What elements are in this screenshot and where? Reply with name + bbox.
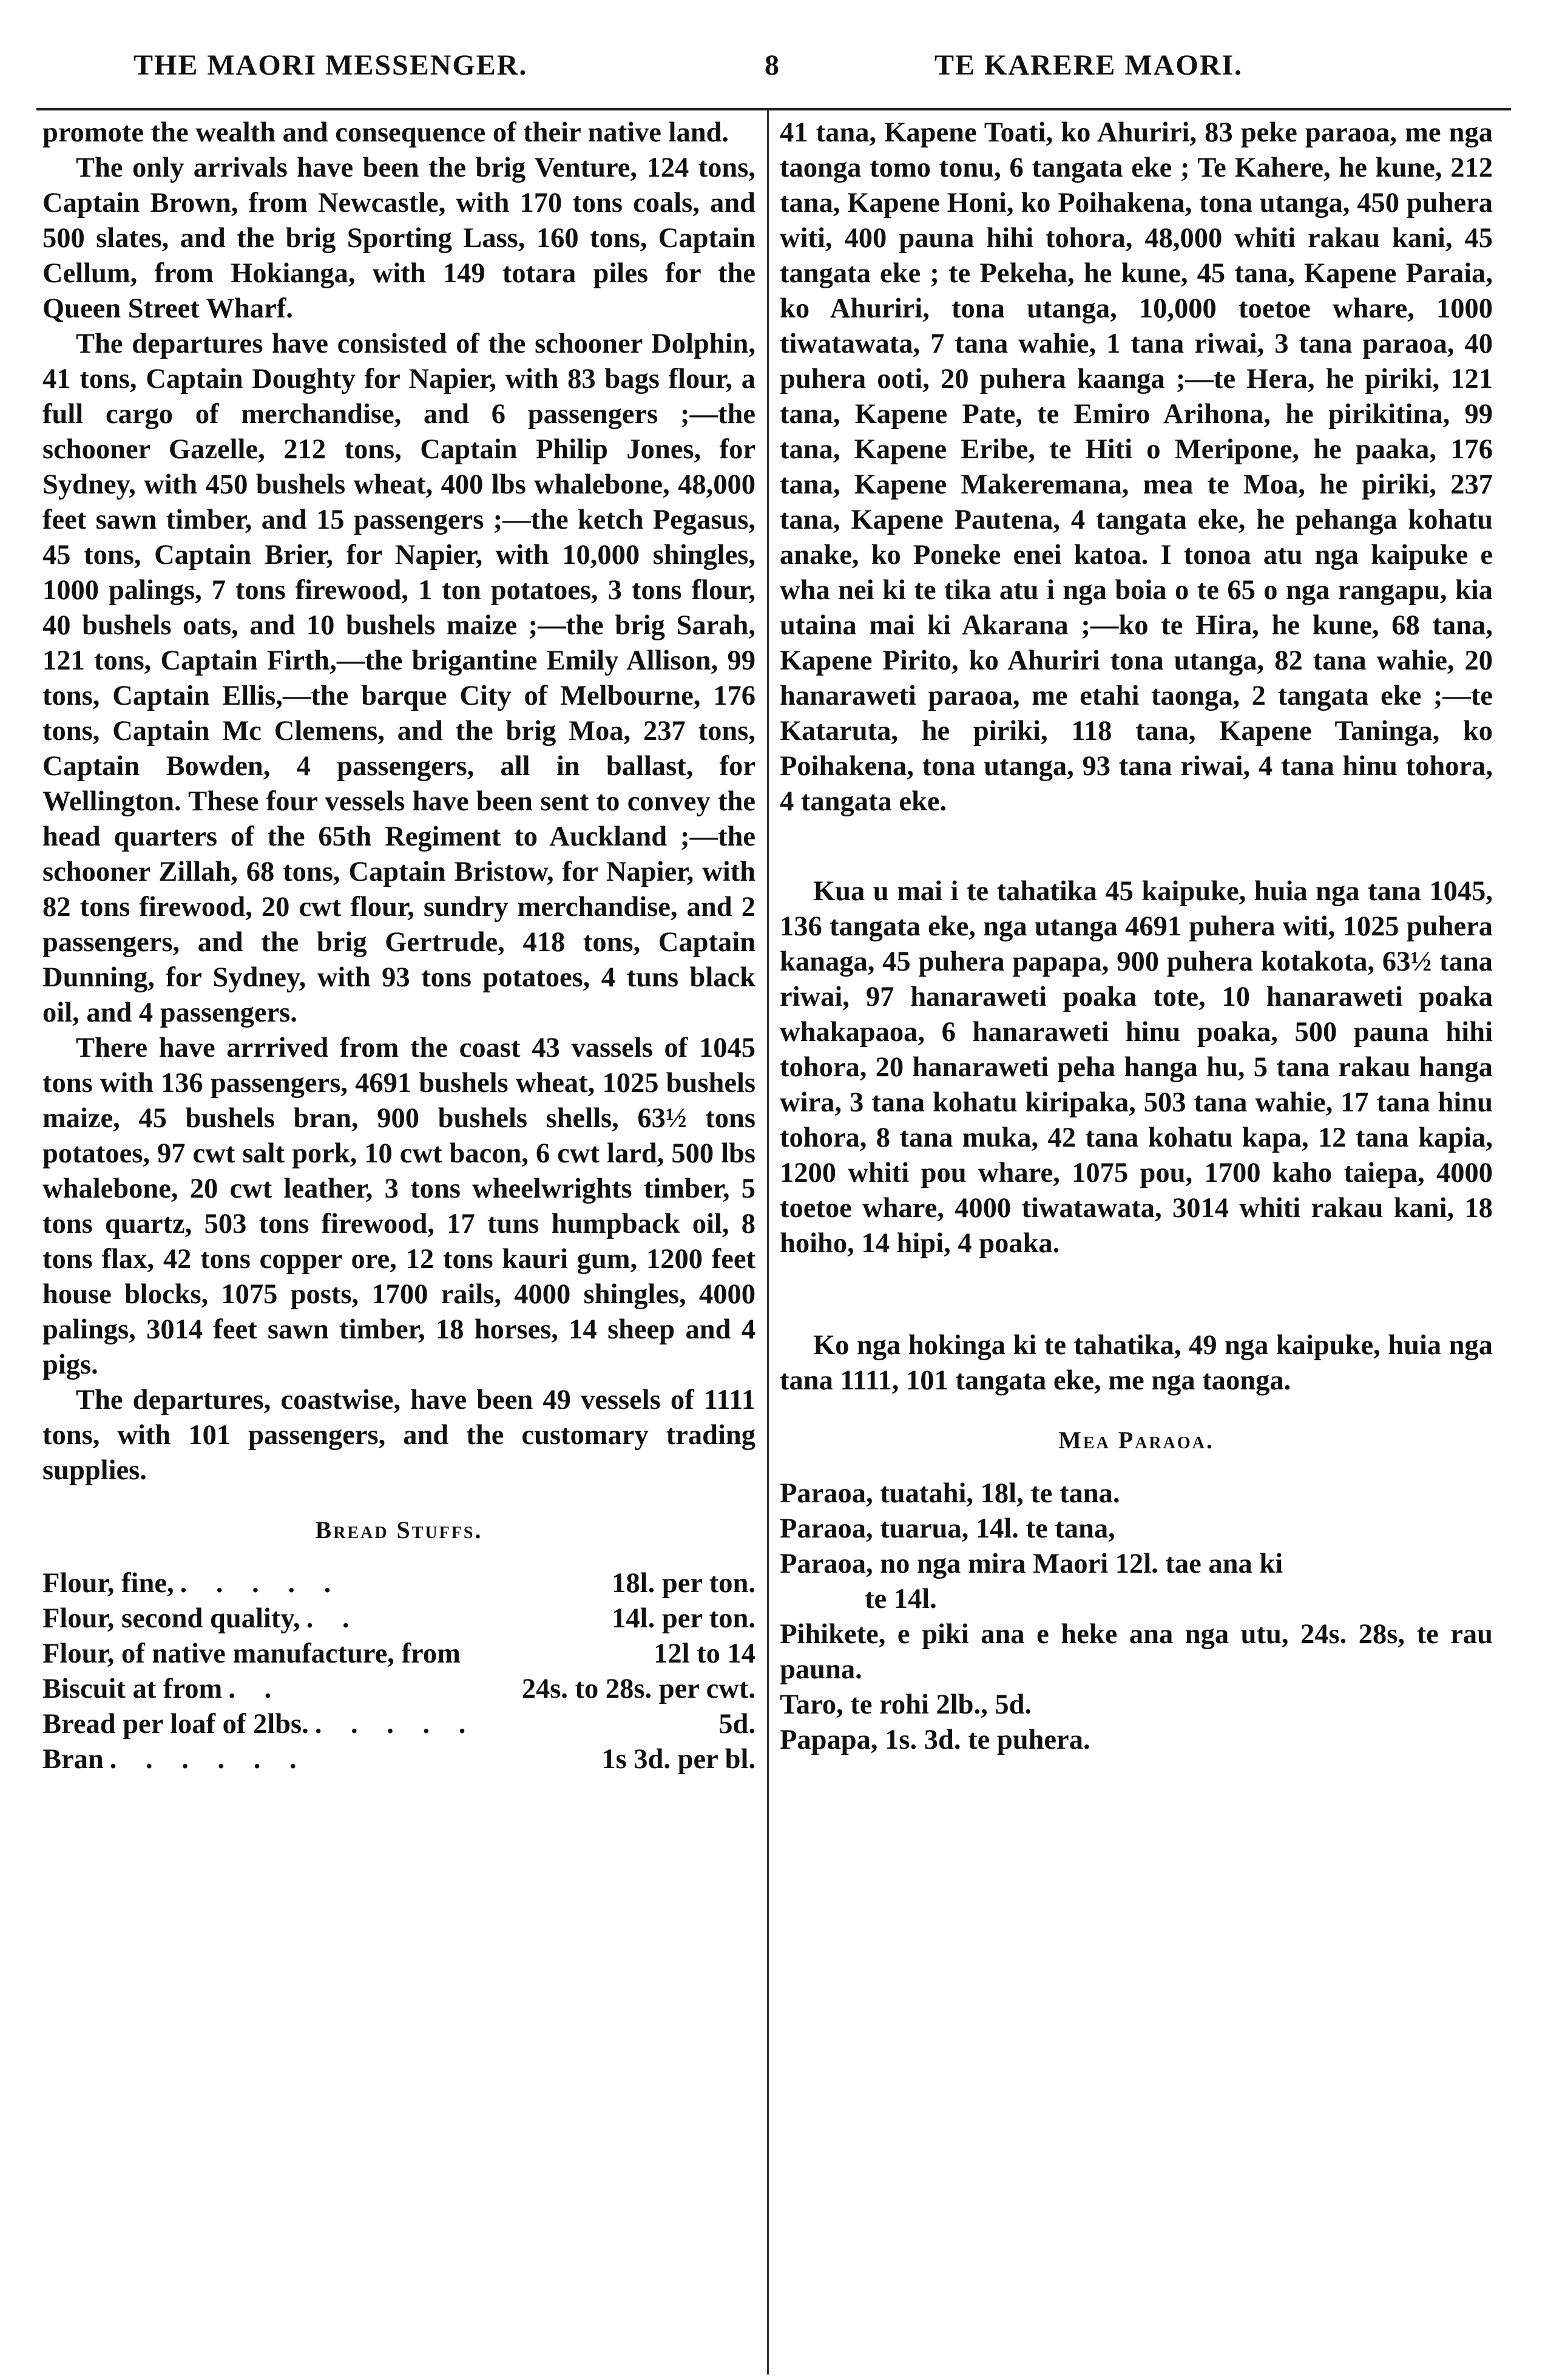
leader-dots: . . — [228, 1673, 283, 1704]
paragraph: promote the wealth and consequence of their native land. — [42, 117, 729, 148]
price-row — [42, 1672, 755, 1707]
price-list — [42, 1566, 755, 1777]
price-line: te 14l. — [865, 1584, 937, 1615]
price-item: Bread per loaf of 2lbs. — [42, 1709, 309, 1740]
paragraph: 41 tana, Kapene Toati, ko Ahuriri, 83 peke paraoa, me nga taonga tomo tonu, 6 tangata eke ; Te Kahere, he kune, 212 tana, Kapene Honi, ko Poihakena, tona utanga, 450 puhera witi, 400 pauna hihi tohora, 48,000 whiti rakau kani, 45 tangata eke ; te Pekeha, he kune, 45 tana, Kapene Paraia, ko Ahuriri, tona utanga, 10,000 toetoe whare, 1000 tiwatawata, 7 tana wahie, 1 tana riwai, 3 tana paraoa, 40 puhera ooti, 20 puhera kaanga ;—te Hera, he piriki, 121 tana, Kapene Pate, te Emiro Arihona, he pirikitina, 99 tana, Kapene Eribe, te Hiti o Meripone, he paaka, 176 tana, Kapene Makeremana, mea te Moa, he piriki, 237 tana, Kapene Pautena, 4 tangata eke, he pehanga kohatu anake, ko Poneke enei katoa. I tonoa atu nga kaipuke e wha nei ki te tika atu i nga boia o te 65 o nga rangapu, kia utaina mai ki Akarana ;—ko te Hira, he kune, 68 tana, Kapene Pirito, ko Ahuriri tona utanga, 82 tana wahie, 20 hanaraweti paraoa, me etahi taonga, 2 tangata eke ;—te Kataruta, he piriki, 118 tana, Kapene Taninga, ko Poihakena, tona utanga, 93 tana riwai, 4 tana hinu tohora, 4 tangata eke. — [780, 117, 1493, 817]
leader-dots: . . . . . — [180, 1568, 342, 1599]
price-row — [42, 1742, 755, 1777]
price-value: 12l to 14 — [654, 1638, 755, 1669]
paragraph: The departures, coastwise, have been 49 vessels of 1111 tons, with 101 passengers, and the customary trading supplies. — [42, 1385, 755, 1486]
spacer — [780, 1261, 1493, 1328]
maori-column — [780, 115, 1493, 1758]
mea-paraoa-heading: Mea Paraoa. — [1058, 1426, 1214, 1454]
header-maori-title: TE KARERE MAORI. — [935, 49, 1243, 81]
price-item: Flour, of native manufacture, from — [42, 1638, 461, 1669]
header-english-title: THE MAORI MESSENGER. — [134, 49, 528, 81]
price-value: 14l. per ton. — [612, 1603, 755, 1634]
spacer — [780, 819, 1493, 874]
bread-stuffs-heading: Bread Stuffs. — [315, 1516, 483, 1544]
paragraph: The departures have consisted of the schooner Dolphin, 41 tons, Captain Doughty for Napier, with 83 bags flour, a full cargo of merchandise, and 6 passengers ;—the schooner Gazelle, 212 tons, Captain Philip Jones, for Sydney, with 450 bushels wheat, 400 lbs whalebone, 48,000 feet sawn timber, and 15 passengers ;—the ketch Pegasus, 45 tons, Captain Brier, for Napier, with 10,000 shingles, 1000 palings, 7 tons firewood, 1 ton potatoes, 3 tons flour, 40 bushels oats, and 10 bushels maize ;—the brig Sarah, 121 tons, Captain Firth,—the brigantine Emily Allison, 99 tons, Captain Ellis,—the barque City of Melbourne, 176 tons, Captain Mc Clemens, and the brig Moa, 237 tons, Captain Bowden, 4 passengers, all in ballast, for Wellington. These four vessels have been sent to convey the head quarters of the 65th Regiment to Auckland ;—the schooner Zillah, 68 tons, Captain Bristow, for Napier, with 82 tons firewood, 20 cwt flour, sundry merchandise, and 2 passengers, and the brig Gertrude, 418 tons, Captain Dunning, for Sydney, with 93 tons potatoes, 4 tuns black oil, and 4 passengers. — [42, 328, 755, 1028]
price-value: 18l. per ton. — [612, 1568, 755, 1599]
price-list — [780, 1476, 1493, 1758]
column-divider — [767, 110, 769, 2375]
leader-dots: . . . . . — [314, 1709, 477, 1740]
paragraph: Kua u mai i te tahatika 45 kaipuke, huia nga tana 1045, 136 tangata eke, nga utanga 4691 puhera witi, 1025 puhera kanaga, 45 puhera papapa, 900 puhera kotakota, 63½ tana riwai, 97 hanaraweti poaka tote, 10 hanaraweti poaka whakapaoa, 6 hanaraweti hinu poaka, 500 pauna hihi tohora, 20 hanaraweti peha hanga hu, 5 tana rakau hanga wira, 3 tana kohatu kiripaka, 503 tana wahie, 17 tana hinu tohora, 8 tana muka, 42 tana kohatu kapa, 12 tana kapia, 1200 whiti pou whare, 1075 pou, 1700 kaho taiepa, 4000 toetoe whare, 4000 tiwatawata, 3014 whiti rakau kani, 18 hoiho, 14 hipi, 4 poaka. — [780, 876, 1493, 1259]
price-item: Flour, second quality, — [42, 1603, 300, 1634]
english-column — [42, 115, 755, 1777]
price-value: 1s 3d. per bl. — [601, 1744, 755, 1775]
page-header — [36, 30, 1517, 91]
paragraph: The only arrivals have been the brig Venture, 124 tons, Captain Brown, from Newcastle, with 170 tons coals, and 500 slates, and the brig Sporting Lass, 160 tons, Captain Cellum, from Hokianga, with 149 totara piles for the Queen Street Wharf. — [42, 152, 755, 324]
price-row — [42, 1566, 755, 1601]
leader-dots — [461, 1636, 654, 1672]
price-value: 5d. — [718, 1709, 755, 1740]
price-line: Pihikete, e piki ana e heke ana nga utu, 24s. 28s, te rau pauna. — [780, 1619, 1493, 1685]
price-row — [42, 1636, 755, 1672]
price-line: Taro, te rohi 2lb., 5d. — [780, 1689, 1032, 1720]
price-line: Paraoa, tuarua, 14l. te tana, — [780, 1513, 1115, 1544]
price-line: Papapa, 1s. 3d. te puhera. — [780, 1724, 1090, 1755]
header-rule — [36, 108, 1511, 110]
price-item: Bran — [42, 1744, 104, 1775]
price-item: Biscuit at from — [42, 1673, 223, 1704]
leader-dots: . . — [306, 1603, 360, 1634]
price-value: 24s. to 28s. per cwt. — [521, 1673, 755, 1704]
paragraph: Ko nga hokinga ki te tahatika, 49 nga kaipuke, huia nga tana 1111, 101 tangata eke, me nga taonga. — [780, 1330, 1493, 1396]
price-row — [42, 1707, 755, 1742]
price-row — [42, 1601, 755, 1636]
price-line: Paraoa, no nga mira Maori 12l. tae ana ki — [780, 1548, 1283, 1579]
paragraph: There have arrrived from the coast 43 vassels of 1045 tons with 136 passengers, 4691 bushels wheat, 1025 bushels maize, 45 bushels bran, 900 bushels shells, 63½ tons potatoes, 97 cwt salt pork, 10 cwt bacon, 6 cwt lard, 500 lbs whalebone, 20 cwt leather, 3 tons wheelwrights timber, 5 tons quartz, 503 tons firewood, 17 tuns humpback oil, 8 tons flax, 42 tons copper ore, 12 tons kauri gum, 1200 feet house blocks, 1075 posts, 1700 rails, 4000 shingles, 4000 palings, 3014 feet sawn timber, 18 horses, 14 sheep and 4 pigs. — [42, 1032, 755, 1380]
page-number: 8 — [765, 49, 780, 81]
leader-dots: . . . . . . — [109, 1744, 308, 1775]
price-item: Flour, fine, — [42, 1568, 174, 1599]
price-line: Paraoa, tuatahi, 18l, te tana. — [780, 1478, 1120, 1509]
